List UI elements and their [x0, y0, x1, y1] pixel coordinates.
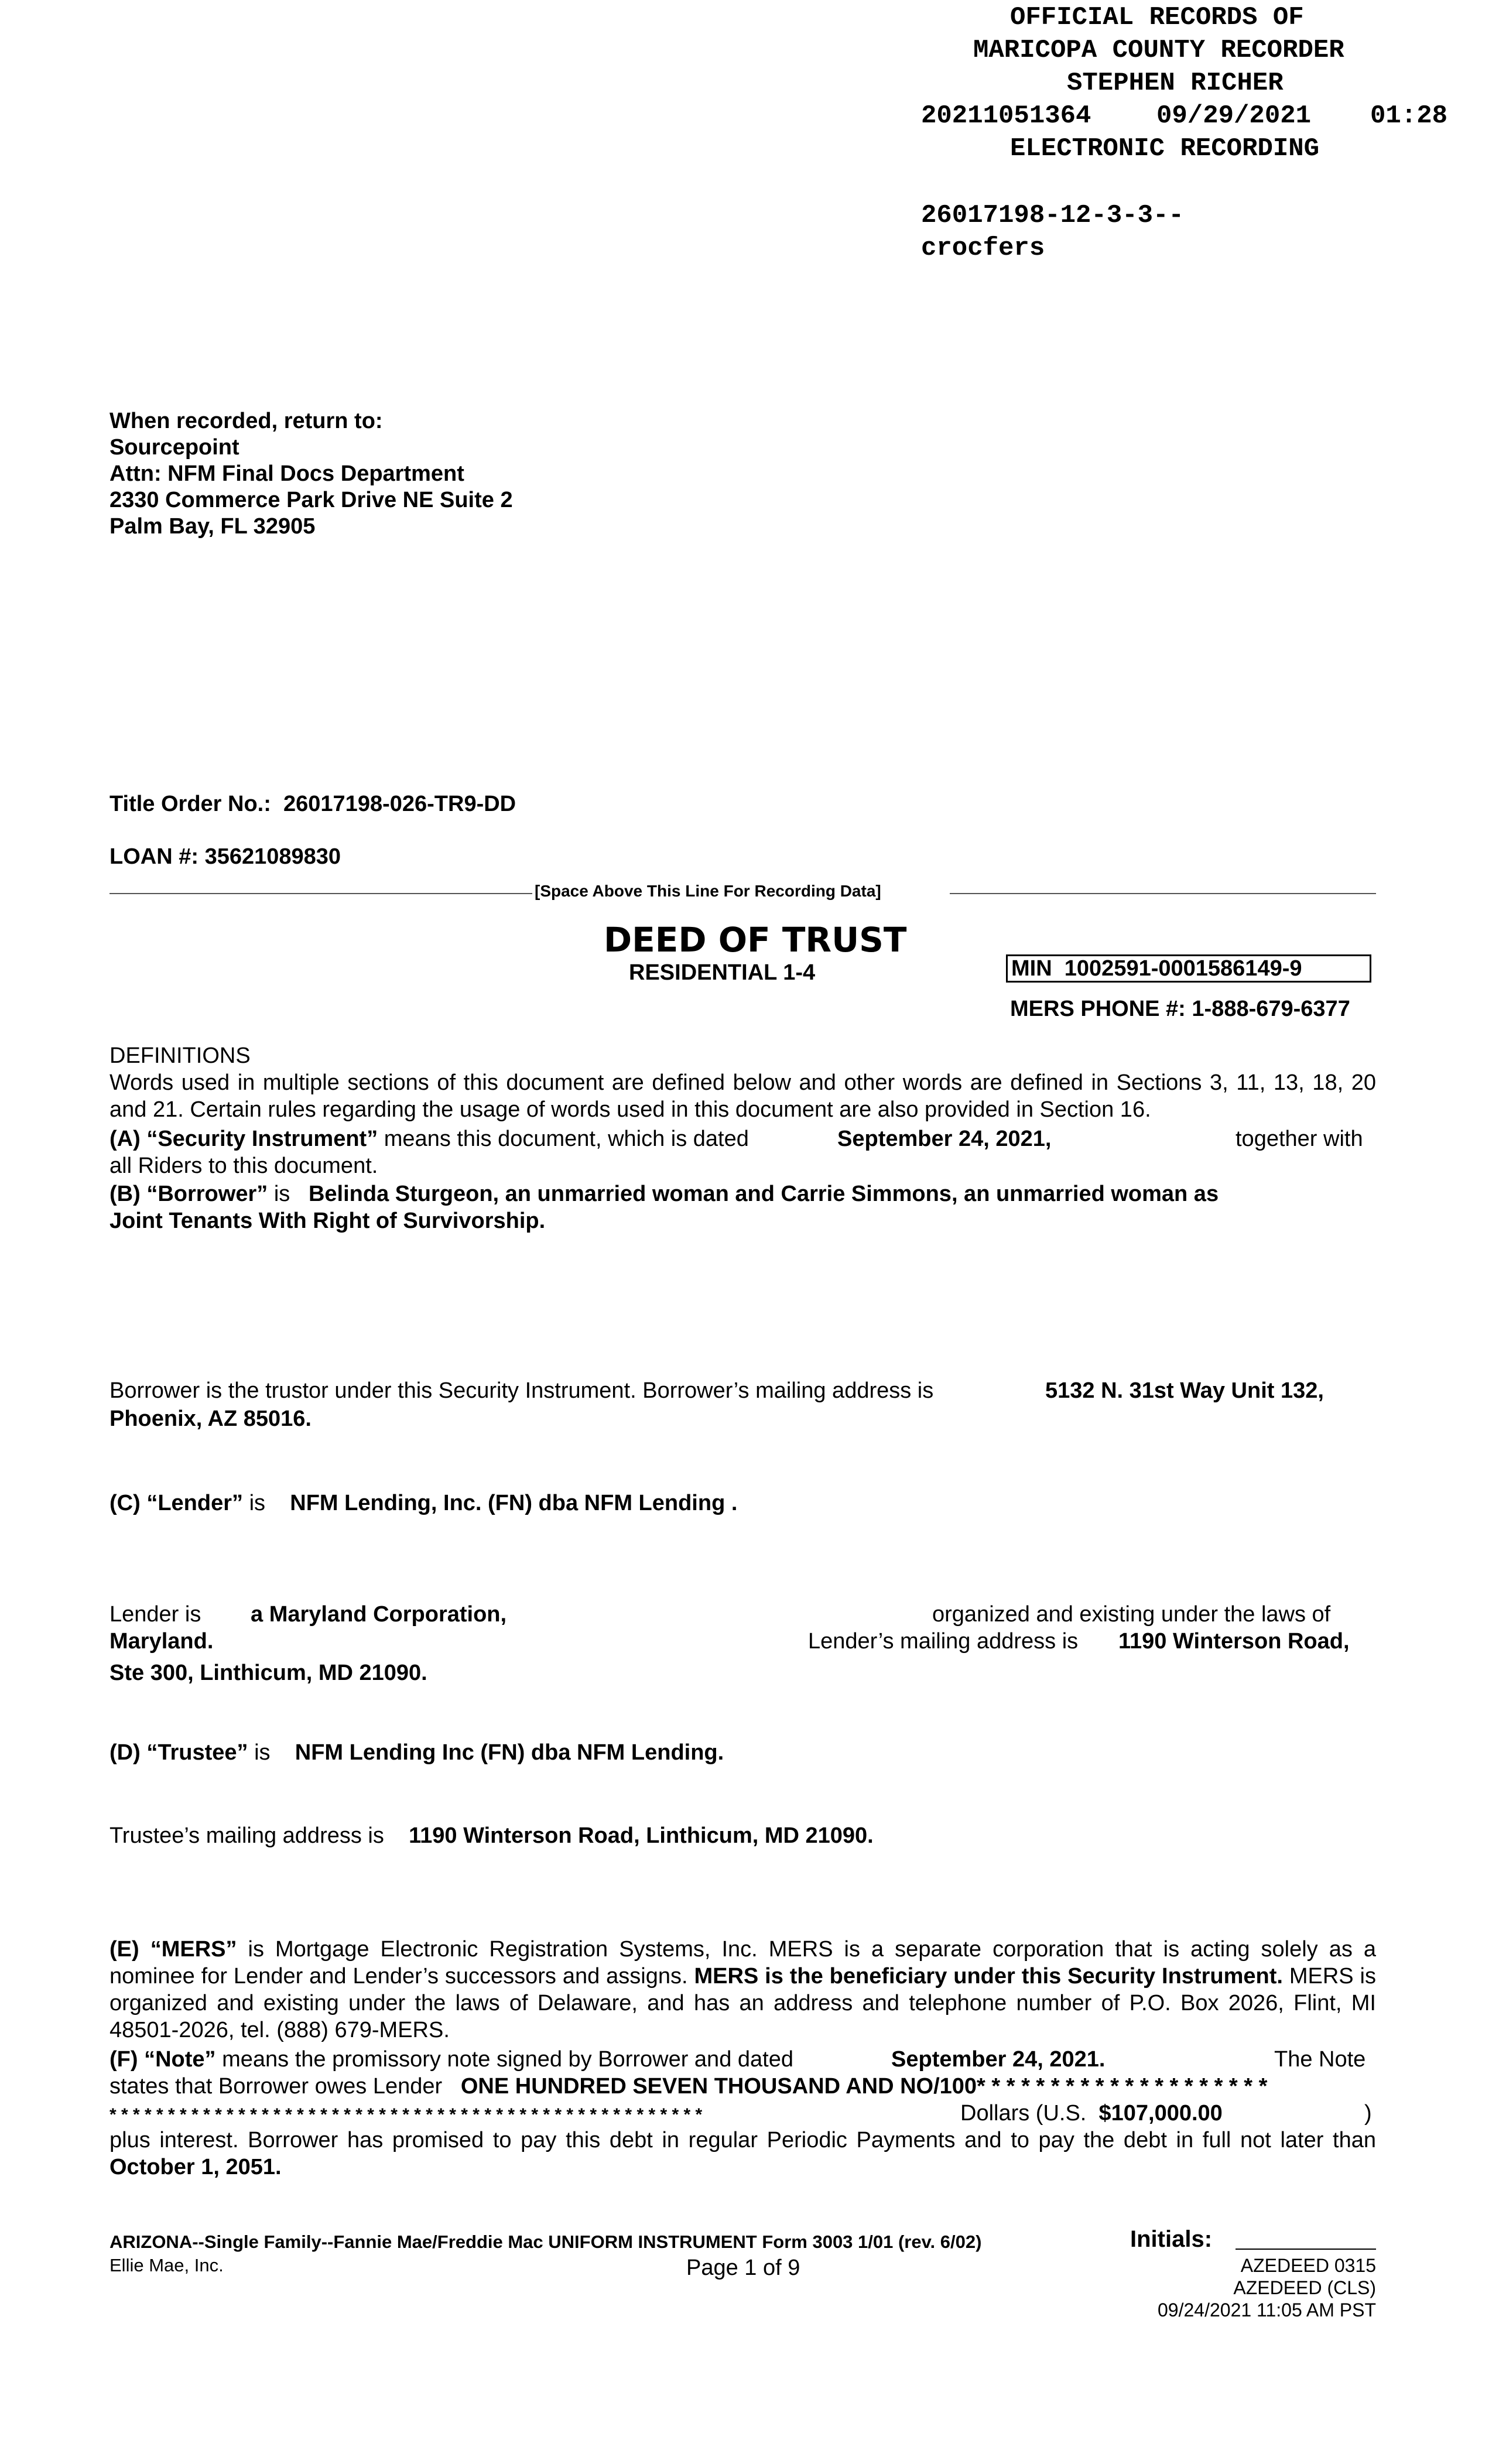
- recorder-line-2: MARICOPA COUNTY RECORDER: [973, 36, 1344, 65]
- definition-c-letter: (C): [109, 1491, 141, 1515]
- definition-b-letter: (B): [109, 1182, 141, 1206]
- definition-a-term: “Security Instrument”: [146, 1127, 378, 1151]
- document-title: DEED OF TRUST: [604, 920, 907, 960]
- space-above-label: [Space Above This Line For Recording Data]: [535, 882, 881, 900]
- footer-timestamp: 09/24/2021 11:05 AM PST: [1158, 2299, 1376, 2321]
- definition-f-amount: $107,000.00: [1098, 2101, 1223, 2126]
- recording-line-left: [109, 893, 532, 894]
- loan-value: 35621089830: [204, 844, 341, 869]
- loan-number: [109, 843, 341, 870]
- min-value: 1002591-0001586149-9: [1064, 956, 1302, 981]
- definition-d-value: NFM Lending Inc (FN) dba NFM Lending.: [295, 1740, 724, 1765]
- definitions-heading: DEFINITIONS: [109, 1043, 251, 1068]
- definition-a-text: means this document, which is dated: [384, 1127, 749, 1151]
- definition-b-term: “Borrower”: [146, 1182, 268, 1206]
- borrower-address-text: Borrower is the trustor under this Security Instrument. Borrower’s mailing address is: [109, 1378, 934, 1403]
- definition-f-letter: (F): [109, 2047, 138, 2072]
- mers-phone-value: 1-888-679-6377: [1192, 997, 1350, 1021]
- definition-f-text3: states that Borrower owes Lender: [109, 2074, 443, 2099]
- definition-c: [109, 1490, 737, 1517]
- footer-code-1: AZEDEED 0315: [1240, 2255, 1376, 2276]
- trustee-address-label: Trustee’s mailing address is: [109, 1823, 384, 1848]
- definition-f-text4: plus interest. Borrower has promised to pay this debt in regular Periodic Payments and to pay the debt in full not later than: [109, 2128, 1376, 2152]
- definition-e-text1: is Mortgage Electronic Registration Systems, Inc. MERS is a separate corporation that is acting solely as a nominee for Lender and Lender’s successors and assigns.: [109, 1937, 1376, 1989]
- definition-f-dollars: [960, 2100, 1223, 2127]
- definition-f-line2: [109, 2073, 1267, 2100]
- lender-address-2: Ste 300, Linthicum, MD 21090.: [109, 1661, 427, 1685]
- definition-e-term: “MERS”: [150, 1937, 237, 1962]
- definition-e-bold: MERS is the beneficiary under this Security Instrument.: [694, 1964, 1283, 1989]
- return-to-city: Palm Bay, FL 32905: [109, 514, 316, 539]
- recording-line-right: [950, 893, 1376, 894]
- recorder-ref-2: crocfers: [921, 234, 1045, 263]
- definition-e-text2: MERS is organized and existing under the laws of Delaware, and has an address and telephone number of P.O. Box 2026, Flint, MI 48501-2026, tel. (888) 679-MERS.: [109, 1964, 1376, 2042]
- definition-b-line2: Joint Tenants With Right of Survivorship.: [109, 1209, 546, 1233]
- recording-time: 01:28: [1370, 101, 1448, 131]
- definition-f-stars-2: * * * * * * * * * * * * * * * * * * * * * * * * * * * * * * * * * * * * * * * * * * * * * * * * * * *: [109, 2105, 703, 2124]
- definition-f-line3: [109, 2100, 702, 2128]
- lender-organized: organized and existing under the laws of: [932, 1602, 1331, 1627]
- definition-e: [109, 1936, 1376, 2044]
- lender-mailing-label: Lender’s mailing address is: [808, 1629, 1079, 1654]
- return-to-attn: Attn: NFM Final Docs Department: [109, 461, 464, 486]
- definition-f-line1: [109, 2046, 793, 2073]
- recorder-line-1: OFFICIAL RECORDS OF: [1010, 3, 1304, 32]
- definition-f-line4: [109, 2127, 1376, 2181]
- definitions-intro: Words used in multiple sections of this document are defined below and other words are defined in Sections 3, 11, 13, 18, 20 and 21. Certain rules regarding the usage of words used in this document are also provided in Section 16.: [109, 1070, 1376, 1122]
- definition-d: [109, 1739, 724, 1766]
- definition-d-term: “Trustee”: [146, 1740, 248, 1765]
- definition-a-letter: (A): [109, 1127, 141, 1151]
- mers-phone-label: MERS PHONE #:: [1010, 997, 1186, 1021]
- footer-form: ARIZONA--Single Family--Fannie Mae/Freddie Mac UNIFORM INSTRUMENT Form 3003 1/01 (rev. 6/02): [109, 2232, 982, 2252]
- trustee-address: [109, 1822, 874, 1849]
- definition-b-is: is: [273, 1182, 290, 1206]
- min-box: [1006, 954, 1371, 983]
- definition-b-line1: [109, 1180, 1219, 1207]
- recording-number: 20211051364: [921, 101, 1091, 131]
- borrower-address-line1: 5132 N. 31st Way Unit 132,: [1045, 1378, 1324, 1403]
- min-label: MIN: [1011, 956, 1052, 981]
- definition-f-text1: means the promissory note signed by Borrower and dated: [222, 2047, 793, 2072]
- title-order-value: 26017198-026-TR9-DD: [283, 792, 516, 816]
- definition-f-date: September 24, 2021.: [891, 2047, 1106, 2072]
- return-to-company: Sourcepoint: [109, 435, 239, 460]
- definition-a-line2: all Riders to this document.: [109, 1154, 378, 1178]
- definition-f-term: “Note”: [144, 2047, 216, 2072]
- document-subtitle: RESIDENTIAL 1-4: [629, 960, 816, 985]
- footer-initials: Initials:: [1130, 2226, 1213, 2252]
- loan-label: LOAN #:: [109, 844, 199, 869]
- definition-f-text2: The Note: [1274, 2047, 1366, 2072]
- definition-a-line1: [109, 1125, 749, 1152]
- lender-type: a Maryland Corporation,: [251, 1602, 507, 1627]
- definition-f-dollars-label: Dollars (U.S.: [960, 2101, 1087, 2126]
- recorder-line-5: ELECTRONIC RECORDING: [1010, 134, 1320, 163]
- definition-f-amount-words: ONE HUNDRED SEVEN THOUSAND AND NO/100*: [460, 2074, 985, 2099]
- return-to-heading: When recorded, return to:: [109, 409, 383, 433]
- footer-code-2: AZEDEED (CLS): [1233, 2277, 1376, 2298]
- mers-phone: [1010, 995, 1350, 1022]
- definition-a-date: September 24, 2021,: [837, 1127, 1052, 1151]
- recorder-ref-1: 26017198-12-3-3--: [921, 201, 1184, 230]
- return-to-street: 2330 Commerce Park Drive NE Suite 2: [109, 488, 513, 512]
- definition-c-term: “Lender”: [146, 1491, 244, 1515]
- lender-state: Maryland.: [109, 1629, 214, 1654]
- title-order: [109, 790, 516, 817]
- footer-page: Page 1 of 9: [686, 2256, 800, 2280]
- definition-d-letter: (D): [109, 1740, 141, 1765]
- recorder-line-3: STEPHEN RICHER: [1067, 69, 1284, 98]
- definition-a-tail: together with: [1236, 1127, 1363, 1151]
- definition-c-is: is: [249, 1491, 266, 1515]
- definition-e-letter: (E): [109, 1937, 139, 1962]
- definition-f-close-paren: ): [1364, 2101, 1372, 2126]
- definition-d-is: is: [254, 1740, 271, 1765]
- footer-vendor: Ellie Mae, Inc.: [109, 2255, 224, 2275]
- definition-f-maturity: October 1, 2051.: [109, 2155, 282, 2179]
- recording-date: 09/29/2021: [1156, 101, 1312, 131]
- definition-b-name: Belinda Sturgeon, an unmarried woman and Carrie Simmons, an unmarried woman as: [308, 1182, 1219, 1206]
- initials-line: [1236, 2249, 1376, 2250]
- trustee-address-value: 1190 Winterson Road, Linthicum, MD 21090.: [409, 1823, 874, 1848]
- title-order-label: Title Order No.:: [109, 792, 271, 816]
- borrower-address-line2: Phoenix, AZ 85016.: [109, 1406, 312, 1431]
- lender-is: Lender is: [109, 1602, 201, 1627]
- definition-f-stars-1: * * * * * * * * * * * * * * * * * * *: [991, 2074, 1268, 2099]
- lender-address-1: 1190 Winterson Road,: [1118, 1629, 1350, 1654]
- definition-c-value: NFM Lending, Inc. (FN) dba NFM Lending .: [290, 1491, 738, 1515]
